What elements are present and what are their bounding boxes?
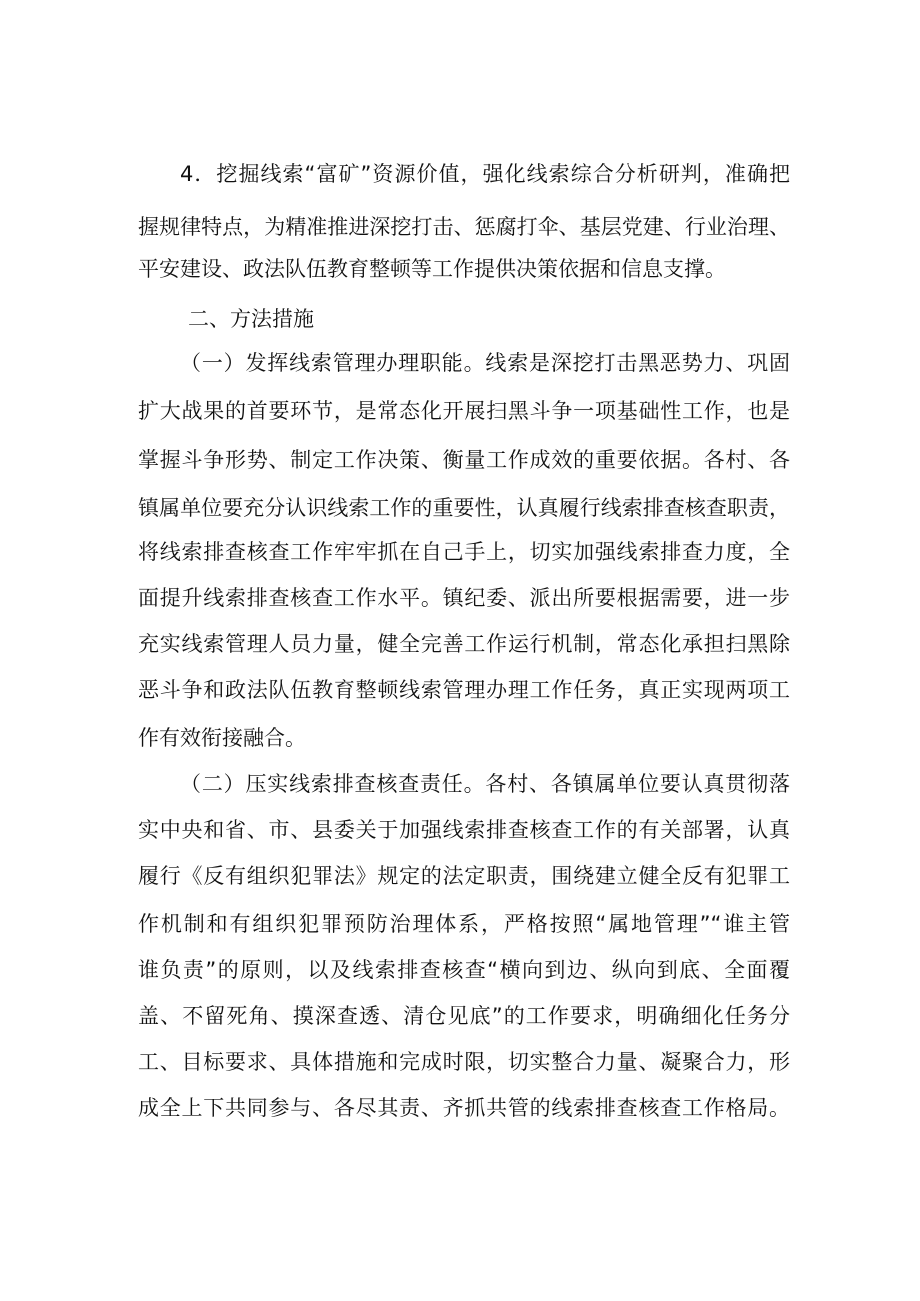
paragraph-2-line-2: 实中央和省、市、县委关于加强线索排查核查工作的有关部署，认真 [138, 818, 790, 842]
paragraph-1-line-3: 掌握斗争形势、制定工作决策、衡量工作成效的重要依据。各村、各 [138, 448, 790, 472]
paragraph-4-line-1: 4．挖掘线索“富矿”资源价值，强化线索综合分析研判，准确把 [180, 162, 790, 186]
paragraph-2-line-7: 工、目标要求、具体措施和完成时限，切实整合力量、凝聚合力，形 [138, 1050, 790, 1074]
paragraph-1-line-8: 恶斗争和政法队伍教育整顿线索管理办理工作任务，真正实现两项工 [138, 678, 790, 702]
paragraph-1-line-9: 作有效衔接融合。 [138, 726, 306, 750]
paragraph-2-line-4: 作机制和有组织犯罪预防治理体系，严格按照“属地管理”“谁主管 [138, 912, 790, 936]
paragraph-1-line-1: （一）发挥线索管理办理职能。线索是深挖打击黑恶势力、巩固 [180, 351, 790, 375]
section-heading-methods: 二、方法措施 [188, 307, 314, 331]
paragraph-2-line-3: 履行《反有组织犯罪法》规定的法定职责，围绕建立健全反有犯罪工 [138, 864, 790, 888]
paragraph-1-line-6: 面提升线索排查核查工作水平。镇纪委、派出所要根据需要，进一步 [138, 586, 790, 610]
paragraph-4-line-2: 握规律特点，为精准推进深挖打击、惩腐打伞、基层党建、行业治理、 [138, 215, 790, 239]
paragraph-2-line-6: 盖、不留死角、摸深查透、清仓见底”的工作要求，明确细化任务分 [138, 1004, 790, 1028]
paragraph-2-line-1: （二）压实线索排查核查责任。各村、各镇属单位要认真贯彻落 [180, 772, 790, 796]
paragraph-1-line-7: 充实线索管理人员力量，健全完善工作运行机制，常态化承担扫黑除 [138, 632, 790, 656]
paragraph-1-line-2: 扩大战果的首要环节，是常态化开展扫黑斗争一项基础性工作，也是 [138, 399, 790, 423]
paragraph-1-line-4: 镇属单位要充分认识线索工作的重要性，认真履行线索排查核查职责， [138, 496, 790, 520]
paragraph-2-line-5: 谁负责”的原则，以及线索排查核查“横向到边、纵向到底、全面覆 [138, 958, 790, 982]
paragraph-1-line-5: 将线索排查核查工作牢牢抓在自己手上，切实加强线索排查力度，全 [138, 540, 790, 564]
paragraph-4-line-3: 平安建设、政法队伍教育整顿等工作提供决策依据和信息支撑。 [138, 257, 726, 281]
paragraph-2-line-8: 成全上下共同参与、各尽其责、齐抓共管的线索排查核查工作格局。 [138, 1096, 790, 1120]
